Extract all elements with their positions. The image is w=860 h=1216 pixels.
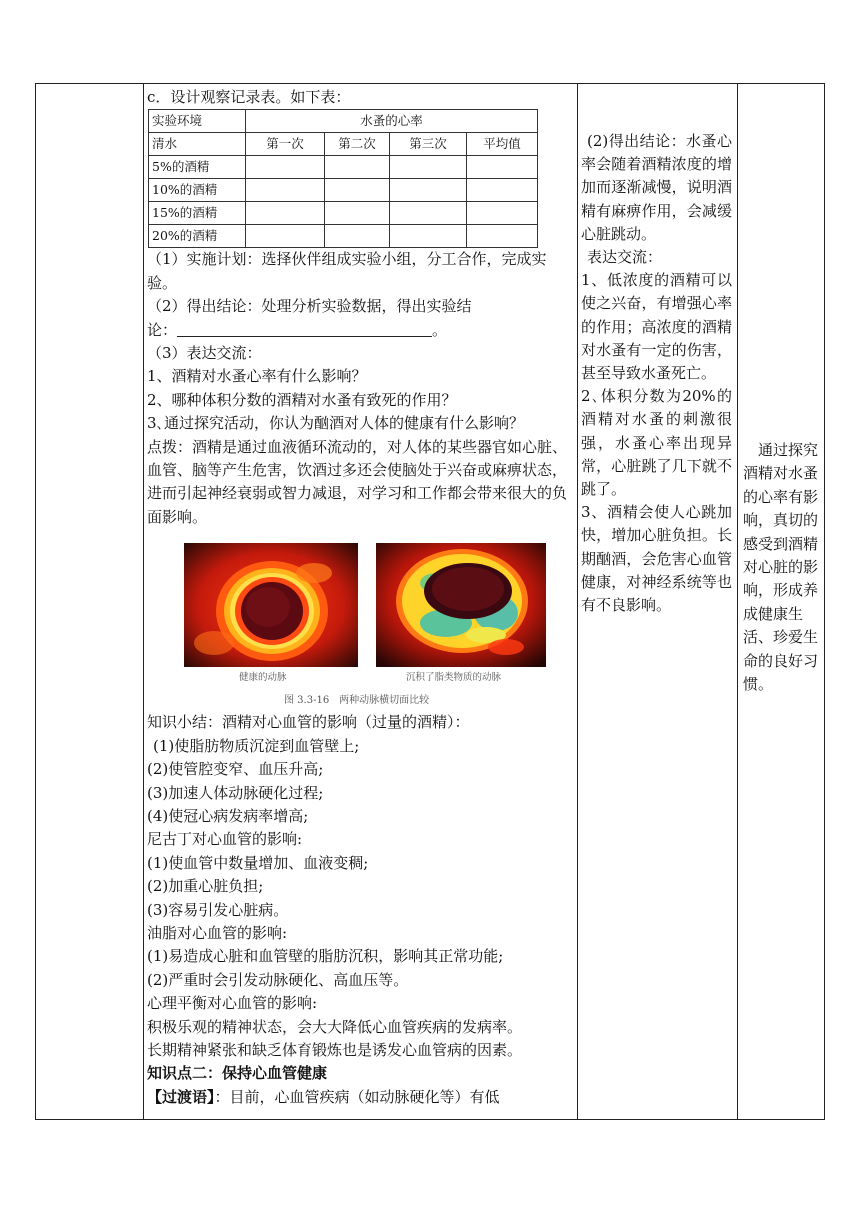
step-express: （3）表达交流： — [147, 344, 262, 363]
nicotine-title: 尼古丁对心血管的影响: — [147, 830, 303, 849]
list-item: (3)加速人体动脉硬化过程; — [147, 783, 324, 802]
table-cell: 第一次 — [246, 133, 325, 156]
table-cell: 平均值 — [467, 133, 538, 156]
table-row — [149, 179, 538, 202]
design-intent-text: 通过探究酒精对水蚤的心率有影响，真切的感受到酒精对心脏的影响，形成养成健康生活、珍爱生命的良好习惯。 — [743, 441, 819, 694]
table-cell: 清水 — [149, 133, 246, 156]
table-cell: 第三次 — [390, 133, 467, 156]
table-cell: 5%的酒精 — [149, 156, 246, 179]
student-answer-1: 1、低浓度的酒精可以使之兴奋，有增强心率的作用；高浓度的酒精对水蚤有一定的伤害，甚至导致水蚤死亡。 — [581, 271, 732, 383]
artery-figure — [184, 543, 554, 733]
transition-label: 【过渡语】 — [147, 1087, 215, 1106]
list-item: (2)加重心脏负担; — [147, 877, 264, 896]
table-row — [149, 156, 538, 179]
list-item: (1)易造成心脏和血管壁的脂肪沉积，影响其正常功能; — [147, 947, 504, 966]
list-item: (2)使管腔变窄、血压升高; — [147, 760, 324, 779]
question-1: 1、酒精对水蚤心率有什么影响？ — [147, 367, 367, 386]
question-2: 2、哪种体积分数的酒精对水蚤有致死的作用？ — [147, 390, 457, 409]
psych-line-1: 积极乐观的精神状态，会大大降低心血管疾病的发病率。 — [147, 1017, 523, 1036]
student-answer-2: 2､体积分数为20%的酒精对水蚤的刺激很强，水蚤心率出现异常，心脏跳了几下就不跳了。 — [581, 387, 732, 499]
table-cell: 10%的酒精 — [149, 179, 246, 202]
step-conclusion: （2）得出结论：处理分析实验数据，得出实验结 — [147, 297, 472, 316]
answer-blank — [177, 320, 432, 337]
table-cell: 20%的酒精 — [149, 225, 246, 248]
list-item: (3)容易引发心脏病。 — [147, 900, 289, 919]
design-intent-column — [738, 84, 825, 696]
list-item: (4)使冠心病发病率增高; — [147, 806, 309, 825]
design-line: c．设计观察记录表。如下表： — [147, 88, 351, 106]
table-cell: 水蚤的心率 — [246, 110, 538, 133]
table-row — [149, 202, 538, 225]
step-implement: （1）实施计划：选择伙伴组成实验小组，分工合作，完成实验。 — [147, 250, 547, 292]
figure-caption: 图 3.3-16 两种动脉横切面比较 — [284, 695, 430, 707]
summary-title: 知识小结：酒精对心血管的影响（过量的酒精）： — [147, 713, 470, 732]
psych-line-2: 长期精神紧张和缺乏体育锻炼也是诱发心血管病的因素。 — [147, 1040, 523, 1059]
teaching-content-column — [143, 84, 575, 1109]
plaque-artery-image — [376, 543, 546, 667]
student-answer-3: 3、酒精会使人心跳加快，增加心脏负担。长期酗酒，会危害心血管健康，对神经系统等也有不良影响。 — [581, 503, 732, 615]
psych-title: 心理平衡对心血管的影响: — [147, 994, 318, 1013]
list-item: (1)使脂肪物质沉淀到血管壁上; — [153, 736, 360, 755]
table-row — [149, 133, 538, 156]
student-conclusion: (2)得出结论：水蚤心率会随着酒精浓度的增加而逐渐减慢，说明酒精有麻痹作用，会减缓心脏跳动。 — [581, 132, 732, 243]
hint-paragraph: 点拨：酒精是通过血液循环流动的，对人体的某些器官如心脏、血管、脑等产生危害，饮酒过多还会使脑处于兴奋或麻痹状态，进而引起神经衰弱或智力减退，对学习和工作都会带来很大的负面影响。 — [147, 437, 568, 526]
healthy-artery-caption: 健康的动脉 — [239, 672, 287, 684]
knowledge-point-2-heading: 知识点二：保持心血管健康 — [147, 1064, 328, 1083]
summary-block — [147, 711, 571, 1109]
list-item: (2)严重时会引发动脉硬化、高血压等。 — [147, 970, 409, 989]
table-cell: 15%的酒精 — [149, 202, 246, 225]
fat-title: 油脂对心血管的影响: — [147, 923, 288, 942]
student-activity-column — [578, 84, 735, 617]
table-row — [149, 110, 538, 133]
observation-table — [148, 109, 538, 248]
table-row — [149, 225, 538, 248]
student-express-title: 表达交流： — [587, 248, 663, 267]
table-cell: 实验环境 — [149, 110, 246, 133]
table-cell: 第二次 — [325, 133, 390, 156]
list-item: (1)使血管中数量增加、血液变稠; — [147, 853, 369, 872]
step-conclusion-blank-line: 论： 。 — [147, 320, 448, 339]
transition-line: 【过渡语】：目前，心血管疾病（如动脉硬化等）有低 — [147, 1087, 500, 1106]
lesson-table — [35, 83, 825, 1120]
question-3: 3､通过探究活动，你认为酗酒对人体的健康有什么影响？ — [147, 414, 525, 433]
plaque-artery-caption: 沉积了脂类物质的动脉 — [406, 672, 502, 684]
healthy-artery-image — [184, 543, 358, 667]
